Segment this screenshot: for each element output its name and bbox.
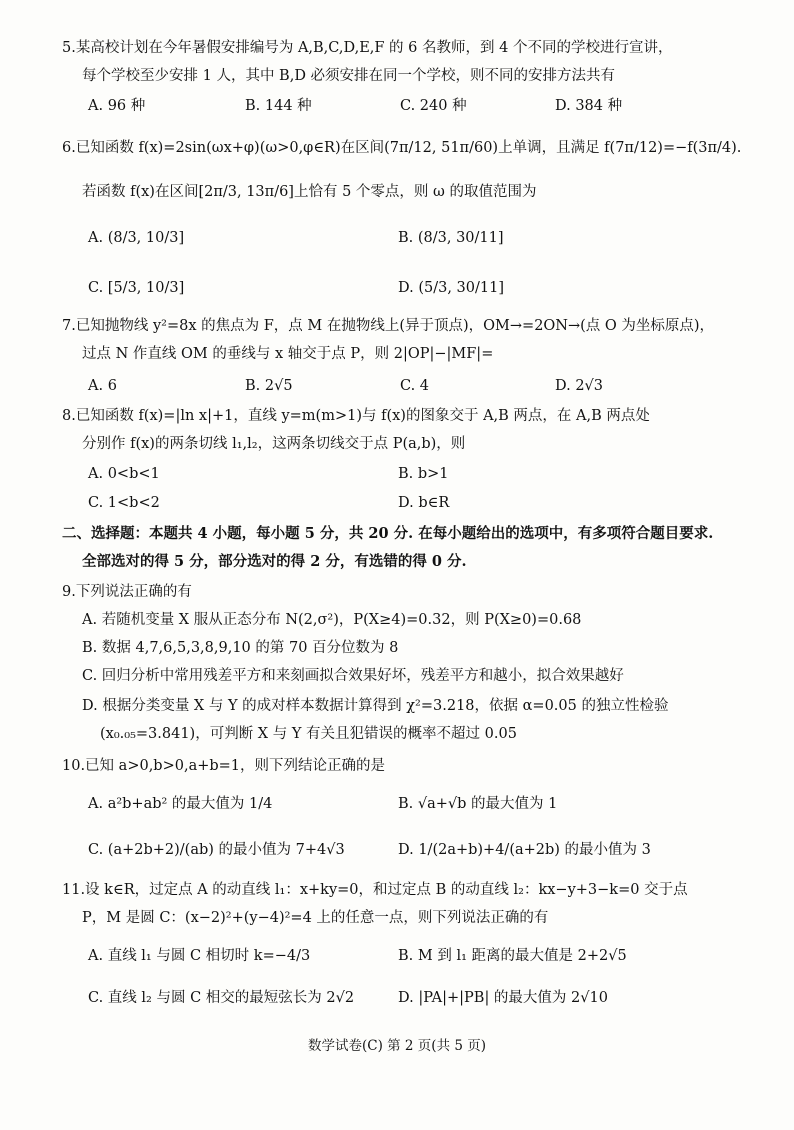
q11-stem-line2: P，M 是圆 C：(x−2)²+(y−4)²=4 上的任意一点，则下列说法正确的有 [82,910,549,926]
q11-option-d: D. |PA|+|PB| 的最大值为 2√10 [398,990,608,1006]
q8-option-c: C. 1<b<2 [88,495,160,511]
q6-option-b: B. (8/3, 30/11] [398,230,504,246]
q6-stem-line2: 若函数 f(x)在区间[2π/3, 13π/6]上恰有 5 个零点，则 ω 的取值范围为 [82,184,537,200]
q8-stem-line2: 分别作 f(x)的两条切线 l₁,l₂，这两条切线交于点 P(a,b)，则 [82,436,466,452]
q10-stem: 10.已知 a>0,b>0,a+b=1，则下列结论正确的是 [62,758,386,774]
q10-option-d: D. 1/(2a+b)+4/(a+2b) 的最小值为 3 [398,842,651,858]
q5-option-b: B. 144 种 [245,98,312,114]
q9-stem: 9.下列说法正确的有 [62,584,192,600]
q7-option-c: C. 4 [400,378,430,394]
section2-heading-line1: 二、选择题：本题共 4 小题，每小题 5 分，共 20 分. 在每小题给出的选项中，有多项符合题目要求. [62,525,714,542]
q6-stem-line1: 6.已知函数 f(x)=2sin(ωx+φ)(ω>0,φ∈R)在区间(7π/12, 51π/60)上单调，且满足 f(7π/12)=−f(3π/4). [62,140,742,156]
q8-stem-line1: 8.已知函数 f(x)=|ln x|+1，直线 y=m(m>1)与 f(x)的图象交于 A,B 两点，在 A,B 两点处 [62,408,650,424]
q8-option-b: B. b>1 [398,466,449,482]
q10-option-b: B. √a+√b 的最大值为 1 [398,796,558,812]
q9-option-c: C. 回归分析中常用残差平方和来刻画拟合效果好坏，残差平方和越小，拟合效果越好 [82,668,624,684]
q7-option-b: B. 2√5 [245,378,293,394]
q7-stem-line1: 7.已知抛物线 y²=8x 的焦点为 F，点 M 在抛物线上(异于顶点)，OM→=2ON→(点 O 为坐标原点)， [62,318,715,334]
q11-stem-line1: 11.设 k∈R，过定点 A 的动直线 l₁：x+ky=0，和过定点 B 的动直线 l₂：kx−y+3−k=0 交于点 [62,882,688,898]
q10-option-c: C. (a+2b+2)/(ab) 的最小值为 7+4√3 [88,842,345,858]
q5-stem-line1: 5.某高校计划在今年暑假安排编号为 A,B,C,D,E,F 的 6 名教师，到 4 个不同的学校进行宣讲， [62,40,673,56]
q9-option-a: A. 若随机变量 X 服从正态分布 N(2,σ²)，P(X≥4)=0.32，则 P(X≥0)=0.68 [82,612,582,628]
q5-option-d: D. 384 种 [555,98,623,114]
q7-option-a: A. 6 [88,378,117,394]
q6-option-a: A. (8/3, 10/3] [88,230,185,246]
q5-option-c: C. 240 种 [400,98,467,114]
page-footer: 数学试卷(C) 第 2 页(共 5 页) [307,1038,487,1054]
q5-stem-line2: 每个学校至少安排 1 人，其中 B,D 必须安排在同一个学校，则不同的安排方法共有 [82,68,616,84]
q8-option-a: A. 0<b<1 [88,466,160,482]
q9-option-b: B. 数据 4,7,6,5,3,8,9,10 的第 70 百分位数为 8 [82,640,399,656]
section2-heading-line2: 全部选对的得 5 分，部分选对的得 2 分，有选错的得 0 分. [82,553,467,570]
q5-option-a: A. 96 种 [88,98,146,114]
q8-option-d: D. b∈R [398,495,450,511]
q11-option-b: B. M 到 l₁ 距离的最大值是 2+2√5 [398,948,627,964]
q7-option-d: D. 2√3 [555,378,604,394]
q11-option-c: C. 直线 l₂ 与圆 C 相交的最短弦长为 2√2 [88,990,355,1006]
q9-option-d-line1: D. 根据分类变量 X 与 Y 的成对样本数据计算得到 χ²=3.218，依据 α=0.05 的独立性检验 [82,698,669,714]
q9-option-d-line2: (x₀.₀₅=3.841)，可判断 X 与 Y 有关且犯错误的概率不超过 0.05 [100,726,517,742]
q7-stem-line2: 过点 N 作直线 OM 的垂线与 x 轴交于点 P，则 2|OP|−|MF|= [82,346,494,362]
q10-option-a: A. a²b+ab² 的最大值为 1/4 [88,796,273,812]
q6-option-c: C. [5/3, 10/3] [88,280,185,296]
q11-option-a: A. 直线 l₁ 与圆 C 相切时 k=−4/3 [88,948,311,964]
q6-option-d: D. (5/3, 30/11] [398,280,504,296]
